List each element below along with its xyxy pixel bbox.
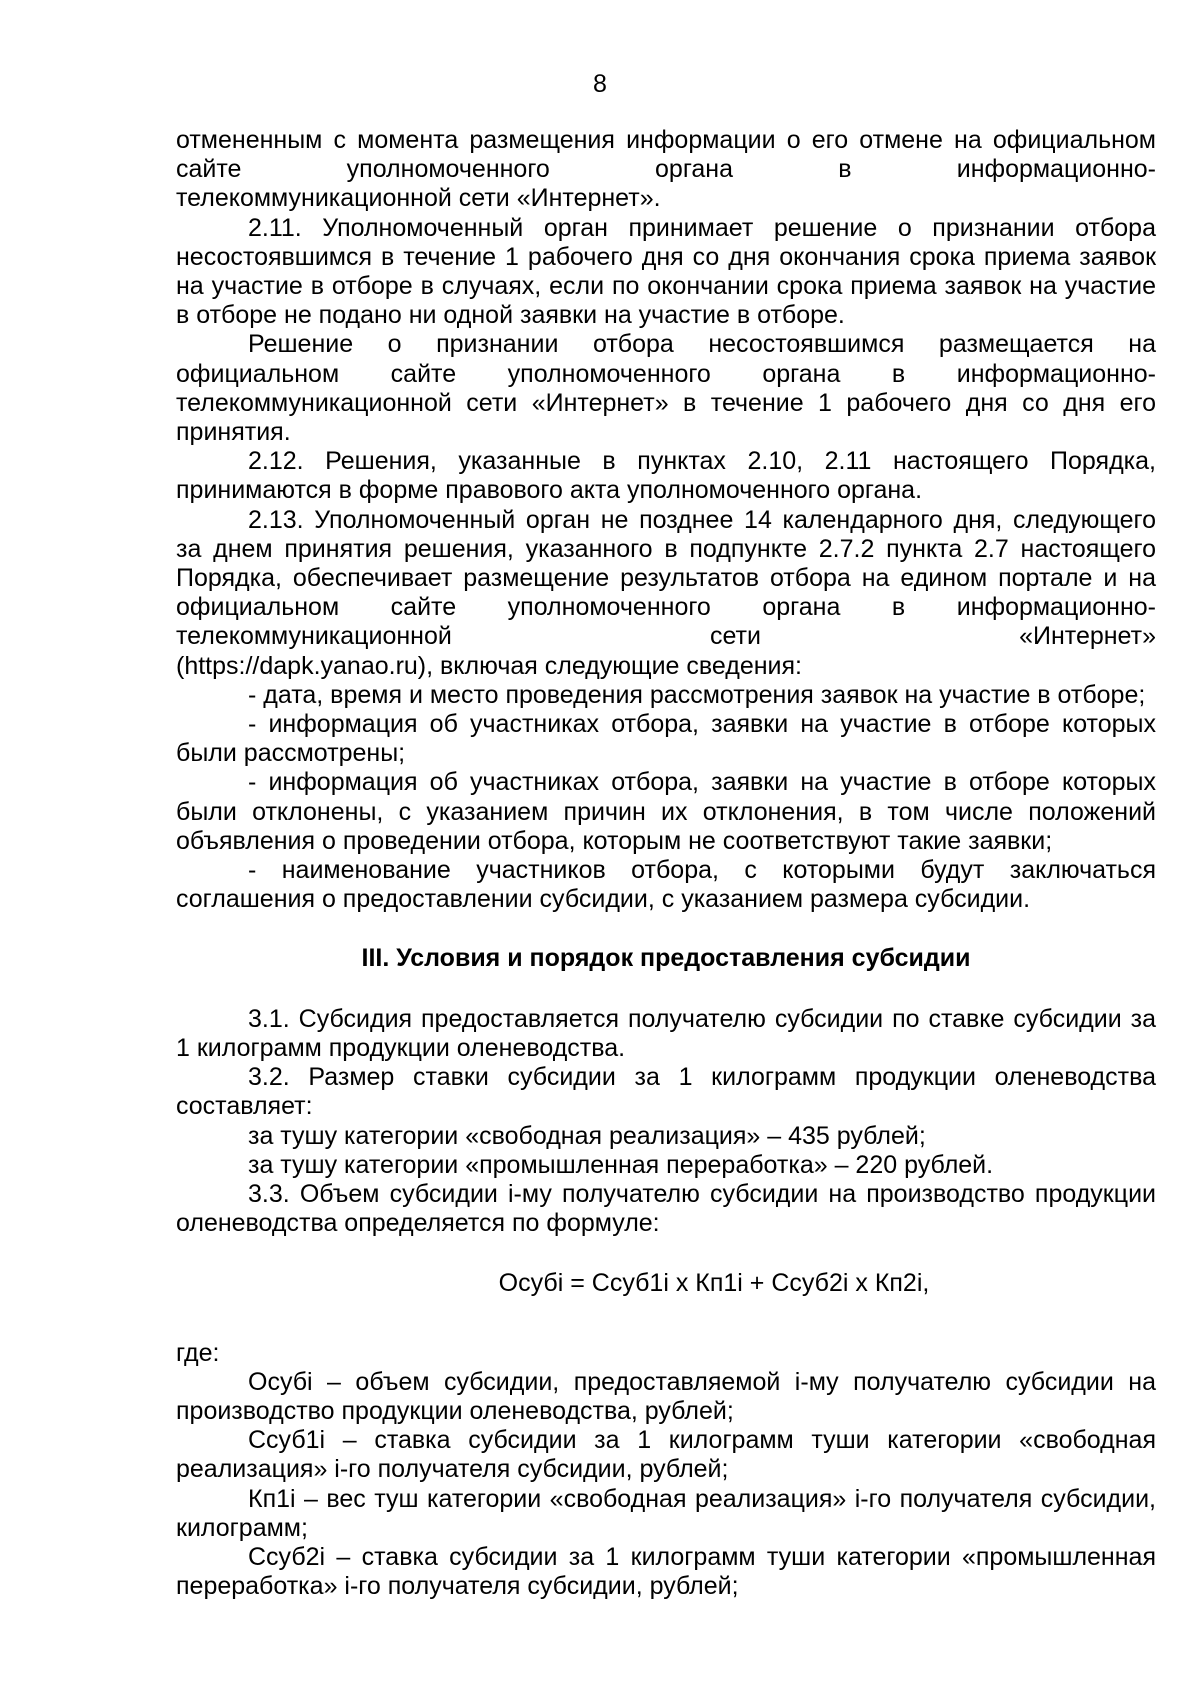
paragraph-decision-end: телекоммуникационной сети «Интернет» в течение 1 рабочего дня со дня его принятия. — [176, 388, 1156, 447]
list-item-rejected: - информация об участниках отбора, заявки на участие в отборе которых были отклонены, с указанием причин их отклонения, в том числе положений объявления о проведении отбора, которым не соответствуют такие заявки; — [176, 768, 1156, 855]
where-label: где: — [176, 1338, 220, 1367]
paragraph-2-13-end: (https://dapk.yanao.ru), включая следующие сведения: — [176, 651, 802, 680]
definition-ssub2: Ссуб2i – ставка субсидии за 1 килограмм туши категории «промышленная переработка» i-го получателя субсидии, рублей; — [176, 1542, 1156, 1601]
paragraph-decision: Решение о признании отбора несостоявшимся размещается на официальном сайте уполномоченного органа в информационно- — [176, 330, 1156, 388]
paragraph-2-12: 2.12. Решения, указанные в пунктах 2.10, 2.11 настоящего Порядка, принимаются в форме правового акта уполномоченного органа. — [176, 447, 1156, 505]
subsidy-formula: Осубi = Ссуб1i x Кп1i + Ссуб2i x Кп2i, — [498, 1269, 930, 1298]
paragraph-3-2: 3.2. Размер ставки субсидии за 1 килограмм продукции оленеводства составляет: — [176, 1063, 1156, 1121]
rate-industrial: за тушу категории «промышленная переработка» – 220 рублей. — [248, 1150, 994, 1179]
section-heading: III. Условия и порядок предоставления субсидии — [361, 944, 971, 973]
paragraph-continuation: отмененным с момента размещения информации о его отмене на официальном сайте уполномоченного органа в информационно- — [176, 126, 1156, 184]
paragraph-2-11: 2.11. Уполномоченный орган принимает решение о признании отбора несостоявшимся в течение 1 рабочего дня со дня окончания срока приема заявок на участие в отборе в случаях, если по окончании срока приема заявок на участие в отборе не подано ни одной заявки на участие в отборе. — [176, 213, 1156, 330]
paragraph-2-13: 2.13. Уполномоченный орган не позднее 14 календарного дня, следующего за днем принятия решения, указанного в подпункте 2.7.2 пункта 2.7 настоящего Порядка, обеспечивает размещение результатов отбора на едином портале и на официальном сайте уполномоченного органа в информационно-телекоммуникационной сети «Интернет» — [176, 505, 1156, 651]
definition-kp1: Кп1i – вес туш категории «свободная реализация» i-го получателя субсидии, килограмм; — [176, 1484, 1156, 1542]
list-item-date: - дата, время и место проведения рассмотрения заявок на участие в отборе; — [248, 680, 1146, 709]
paragraph-3-3: 3.3. Объем субсидии i-му получателю субсидии на производство продукции оленеводства определяется по формуле: — [176, 1179, 1156, 1238]
definition-ssub1: Ссуб1i – ставка субсидии за 1 килограмм туши категории «свободная реализация» i-го получателя субсидии, рублей; — [176, 1426, 1156, 1484]
paragraph-continuation-end: телекоммуникационной сети «Интернет». — [176, 184, 661, 213]
list-item-considered: - информация об участниках отбора, заявки на участие в отборе которых были рассмотрены; — [176, 710, 1156, 768]
rate-free-sale: за тушу категории «свободная реализация» – 435 рублей; — [248, 1121, 926, 1150]
document-body — [176, 126, 1156, 1601]
definition-osub: Осубi – объем субсидии, предоставляемой i-му получателю субсидии на производство продукции оленеводства, рублей; — [176, 1367, 1156, 1425]
list-item-winners: - наименование участников отбора, с которыми будут заключаться соглашения о предоставлении субсидии, с указанием размера субсидии. — [176, 856, 1156, 914]
page-number: 8 — [593, 70, 607, 98]
paragraph-3-1: 3.1. Субсидия предоставляется получателю субсидии по ставке субсидии за 1 килограмм продукции оленеводства. — [176, 1004, 1156, 1062]
